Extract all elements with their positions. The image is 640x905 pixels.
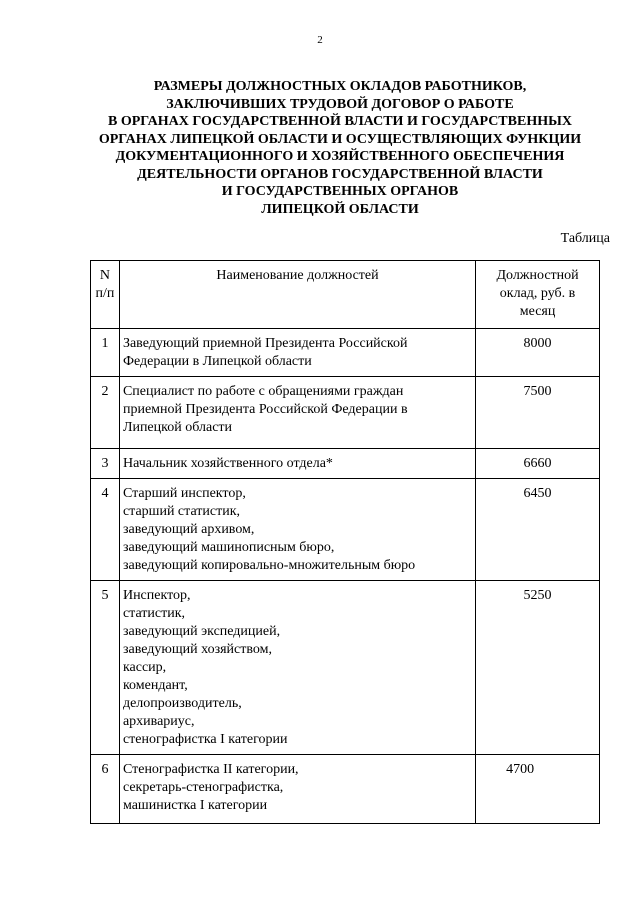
page-number: 2: [317, 34, 323, 46]
position-line: старший статистик,: [122, 504, 241, 519]
row-number: 1: [91, 329, 120, 377]
row-number: 5: [91, 581, 120, 755]
position-name: [119, 479, 475, 581]
header-number: [91, 261, 120, 329]
position-line: архивариус,: [122, 714, 195, 729]
table-row: [91, 377, 600, 449]
position-line: Начальник хозяйственного отдела*: [122, 456, 333, 471]
title-line: ДЕЯТЕЛЬНОСТИ ОРГАНОВ ГОСУДАРСТВЕННОЙ ВЛАСТИ: [137, 166, 543, 182]
position-line: заведующий копировально-множительным бюро: [122, 558, 416, 573]
header-salary: [476, 261, 600, 329]
header-number-line: п/п: [95, 286, 115, 301]
position-line: делопроизводитель,: [122, 696, 242, 711]
position-line: секретарь-стенографистка,: [122, 780, 284, 795]
position-name: [119, 329, 475, 377]
salary-value: 5250: [476, 581, 600, 755]
position-line: статистик,: [122, 606, 186, 621]
position-line: заведующий экспедицией,: [122, 624, 281, 639]
position-line: заведующий хозяйством,: [122, 642, 272, 657]
title-line: В ОРГАНАХ ГОСУДАРСТВЕННОЙ ВЛАСТИ И ГОСУДАРСТВЕННЫХ: [108, 114, 572, 129]
row-number: 2: [91, 377, 120, 449]
header-position-name: Наименование должностей: [119, 261, 475, 329]
table-row: [91, 581, 600, 755]
position-line: Липецкой области: [122, 420, 233, 435]
header-salary-line: Должностной: [496, 268, 579, 283]
row-number: 4: [91, 479, 120, 581]
header-number-line: N: [99, 268, 111, 283]
header-salary-line: месяц: [519, 304, 556, 319]
position-line: Инспектор,: [122, 588, 191, 603]
position-line: Федерации в Липецкой области: [122, 354, 312, 369]
table-row: [91, 329, 600, 377]
position-line: заведующий архивом,: [122, 522, 255, 537]
salary-table: [90, 260, 600, 824]
title-line: ДОКУМЕНТАЦИОННОГО И ХОЗЯЙСТВЕННОГО ОБЕСПЕЧЕНИЯ: [115, 149, 565, 164]
salary-value: 8000: [476, 329, 600, 377]
title-line: РАЗМЕРЫ ДОЛЖНОСТНЫХ ОКЛАДОВ РАБОТНИКОВ,: [153, 79, 527, 94]
header-salary-line: оклад, руб. в: [499, 286, 576, 301]
row-number: 3: [91, 449, 120, 479]
document-title: [60, 78, 620, 218]
position-name: [119, 755, 475, 824]
position-line: машинистка I категории: [122, 798, 268, 813]
position-line: Специалист по работе с обращениями граждан: [122, 384, 404, 399]
salary-value: 6660: [476, 449, 600, 479]
title-line: ЛИПЕЦКОЙ ОБЛАСТИ: [261, 201, 419, 217]
position-line: Заведующий приемной Президента Российской: [122, 336, 408, 351]
title-line: ЗАКЛЮЧИВШИХ ТРУДОВОЙ ДОГОВОР О РАБОТЕ: [166, 96, 514, 112]
position-name: [119, 581, 475, 755]
salary-value: 4700: [476, 755, 600, 824]
table-caption: Таблица: [560, 231, 610, 246]
salary-value: 6450: [476, 479, 600, 581]
position-line: кассир,: [122, 660, 167, 675]
position-line: Стенографистка II категории,: [122, 762, 299, 777]
row-number: 6: [91, 755, 120, 824]
table-header-row: [91, 261, 600, 329]
table-row: [91, 449, 600, 479]
salary-value: 7500: [476, 377, 600, 449]
position-line: Старший инспектор,: [122, 486, 246, 501]
position-name: [119, 377, 475, 449]
position-line: стенографистка I категории: [122, 732, 288, 747]
position-line: приемной Президента Российской Федерации в: [122, 402, 408, 417]
position-line: комендант,: [122, 678, 188, 693]
table-row: [91, 755, 600, 824]
position-name: [119, 449, 475, 479]
position-line: заведующий машинописным бюро,: [122, 540, 335, 555]
title-line: ОРГАНАХ ЛИПЕЦКОЙ ОБЛАСТИ И ОСУЩЕСТВЛЯЮЩИХ ФУНКЦИИ: [98, 131, 582, 147]
title-line: И ГОСУДАРСТВЕННЫХ ОРГАНОВ: [221, 184, 459, 199]
table-row: [91, 479, 600, 581]
